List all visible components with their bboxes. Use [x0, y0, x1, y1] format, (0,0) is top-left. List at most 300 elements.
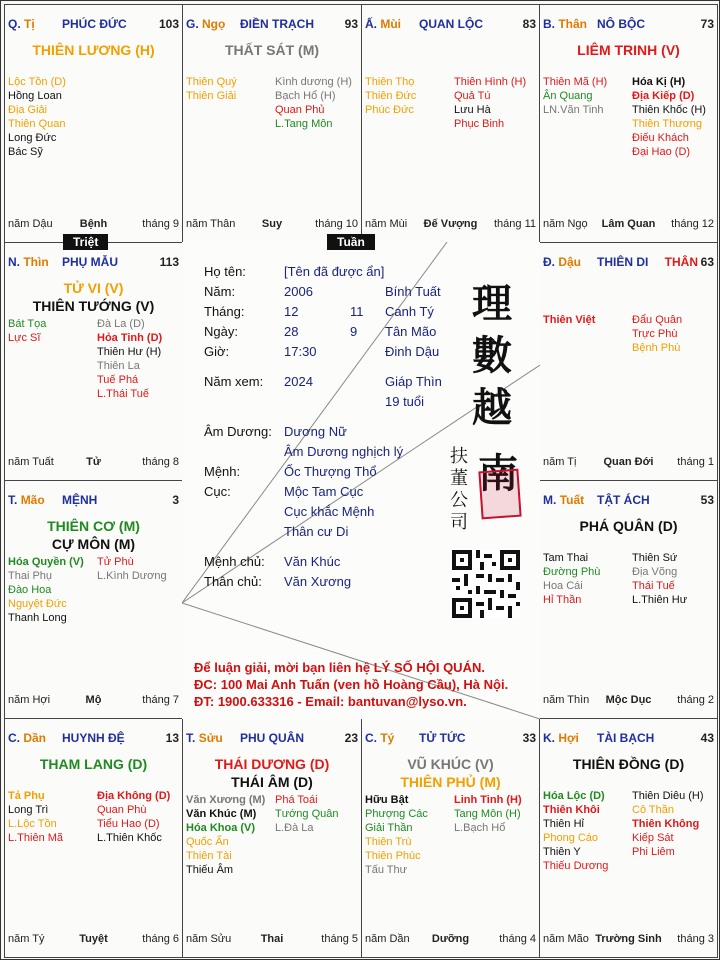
earthly-branch: Hợi — [558, 731, 579, 745]
minor-star: Kình dương (H) — [275, 76, 352, 88]
major-period-number: 13 — [165, 731, 179, 745]
main-star: THAM LANG (D) — [39, 756, 148, 772]
palace-position — [365, 17, 401, 31]
calligraphy-char-1: 理 — [472, 280, 512, 327]
small-period-year: năm Dậu — [8, 218, 53, 230]
flow-month: tháng 2 — [677, 694, 714, 706]
palace-header — [543, 493, 714, 509]
minor-star: Địa Giải — [8, 104, 48, 116]
life-stage: Thai — [260, 933, 284, 945]
minor-star: Đẩu Quân — [632, 314, 683, 326]
palace-position — [8, 731, 46, 745]
day-lunar: Tân Mão — [385, 324, 437, 339]
minor-star: Thiên Thương — [632, 118, 703, 130]
palace-mao — [4, 480, 183, 719]
minor-star: L.Kình Dương — [97, 570, 167, 582]
small-period-year: năm Tý — [8, 933, 45, 945]
calligraphy-small-1: 扶 — [450, 446, 468, 467]
name-label: Họ tên: — [204, 264, 246, 279]
palace-name: PHÚC ĐỨC — [62, 17, 127, 31]
minor-star: Tuế Phá — [97, 374, 139, 386]
earthly-branch: Dần — [23, 731, 47, 745]
major-period-number: 93 — [344, 17, 358, 31]
minor-star: Quả Tú — [454, 90, 491, 102]
yinyang-value: Dương Nữ — [284, 424, 347, 439]
day-label: Ngày: — [204, 324, 238, 339]
palace-mui — [361, 4, 540, 243]
seal-stamp-icon — [478, 469, 521, 520]
earthly-branch: Thìn — [23, 255, 49, 269]
palace-position — [543, 255, 581, 269]
right-star-column — [454, 793, 522, 835]
right-star-column — [97, 317, 162, 401]
palace-footer — [8, 456, 179, 470]
flow-month: tháng 6 — [142, 933, 179, 945]
flow-month: tháng 5 — [321, 933, 358, 945]
heavenly-stem: Đ. — [543, 255, 555, 269]
flow-month: tháng 10 — [315, 218, 358, 230]
flow-month: tháng 1 — [677, 456, 714, 468]
minor-star: Hoa Cái — [543, 580, 583, 592]
heavenly-stem: C. — [365, 731, 377, 745]
yinyang-note: Âm Dương nghịch lý — [284, 444, 404, 459]
minor-star: Tang Môn (H) — [454, 808, 521, 820]
palace-ngo — [182, 4, 362, 243]
minor-star: L.Lộc Tồn — [8, 818, 57, 830]
left-star-column — [8, 789, 63, 845]
menh-chu: Văn Khúc — [284, 554, 341, 569]
flow-month: tháng 12 — [671, 218, 714, 230]
minor-star: Bát Tọa — [8, 318, 47, 330]
minor-star: Lưu Hà — [454, 104, 491, 116]
earthly-branch: Mão — [20, 493, 45, 507]
main-star: PHÁ QUÂN (D) — [579, 518, 678, 534]
minor-star: Cô Thần — [632, 804, 674, 816]
palace-header — [543, 17, 714, 33]
left-star-column — [543, 789, 608, 873]
minor-star: L.Tang Môn — [275, 118, 333, 130]
minor-star: Thiên Hình (H) — [454, 76, 527, 88]
right-star-column — [275, 75, 352, 131]
minor-star: Thiên Đức — [365, 90, 417, 102]
small-period-year: năm Thân — [186, 218, 236, 230]
main-star: THIÊN TƯỚNG (V) — [32, 298, 155, 314]
minor-star: LN.Văn Tinh — [543, 104, 604, 116]
minor-star: Hóa Quyền (V) — [8, 556, 84, 568]
palace-header — [186, 17, 358, 33]
palace-footer — [543, 218, 714, 232]
cuc-label: Cục: — [204, 484, 231, 499]
palace-position — [8, 17, 35, 31]
earthly-branch: Sửu — [198, 731, 223, 745]
palace-ty — [361, 718, 540, 958]
left-star-column — [8, 317, 46, 345]
flow-month: tháng 7 — [142, 694, 179, 706]
palace-footer — [8, 933, 179, 947]
palace-name: ĐIỀN TRẠCH — [240, 17, 314, 31]
palace-header — [8, 255, 179, 271]
minor-star: Thái Tuế — [632, 580, 675, 592]
minor-star: Thiên La — [97, 360, 140, 372]
minor-star: Thiên Hỉ — [543, 818, 584, 830]
heavenly-stem: B. — [543, 17, 555, 31]
palace-ti — [4, 4, 183, 243]
palace-suu — [182, 718, 362, 958]
heavenly-stem: T. — [8, 493, 18, 507]
right-star-column — [97, 789, 170, 845]
palace-position — [8, 255, 49, 269]
palace-position — [186, 17, 225, 31]
than-chu-label: Thân chủ: — [204, 574, 262, 589]
palace-dau — [539, 242, 718, 481]
small-period-year: năm Sửu — [186, 933, 232, 945]
minor-star: Phong Cáo — [543, 832, 599, 844]
major-period-number: 73 — [700, 17, 714, 31]
minor-star: Phi Liêm — [632, 846, 675, 858]
view-year-label: Năm xem: — [204, 374, 264, 389]
age: 19 tuổi — [385, 394, 425, 409]
right-star-column — [632, 313, 682, 355]
minor-star: L.Thái Tuế — [97, 388, 149, 400]
flow-month: tháng 3 — [677, 933, 714, 945]
palace-name: PHỤ MẪU — [62, 255, 118, 269]
minor-star: Văn Xương (M) — [186, 794, 266, 806]
left-star-column — [186, 793, 265, 877]
palace-footer — [543, 933, 714, 947]
earthly-branch: Tý — [380, 731, 395, 745]
minor-star: Tả Phụ — [8, 790, 45, 802]
calligraphy-small-2: 董 — [450, 468, 468, 489]
minor-star: L.Đà La — [275, 822, 314, 834]
chart-center-info — [182, 242, 540, 719]
earthly-branch: Tị — [24, 17, 35, 31]
day-solar: 28 — [284, 324, 299, 339]
than-chu: Văn Xương — [284, 574, 352, 589]
palace-name: MỆNH — [62, 493, 98, 507]
palace-tuat — [539, 480, 718, 719]
minor-star: Bạch Hổ (H) — [275, 90, 336, 102]
minor-star: Phúc Đức — [365, 104, 414, 116]
view-year: 2024 — [284, 374, 313, 389]
minor-star: Tiểu Hao (D) — [97, 818, 160, 830]
month-lunar-num: 11 — [350, 304, 364, 319]
flow-month: tháng 8 — [142, 456, 179, 468]
minor-star: Hóa Lộc (D) — [543, 790, 605, 802]
minor-star: Quan Phù — [97, 804, 147, 816]
left-star-column — [186, 75, 237, 103]
small-period-year: năm Ngọ — [543, 218, 588, 230]
minor-star: Kiếp Sát — [632, 832, 674, 844]
flow-month: tháng 9 — [142, 218, 179, 230]
minor-star: Tấu Thư — [365, 864, 408, 876]
flow-month: tháng 4 — [499, 933, 536, 945]
month-label: Tháng: — [204, 304, 245, 319]
left-star-column — [543, 551, 600, 607]
palace-position — [186, 731, 223, 745]
small-period-year: năm Dần — [365, 933, 410, 945]
minor-star: Bác Sỹ — [8, 146, 43, 158]
minor-star: Đường Phù — [543, 566, 601, 578]
minor-star: Thiên Sứ — [632, 552, 678, 564]
minor-star: Thiên Y — [543, 846, 581, 858]
heavenly-stem: Ấ. — [365, 17, 377, 31]
minor-star: Bệnh Phù — [632, 342, 681, 354]
tuan-marker: Tuần — [327, 234, 375, 250]
minor-star: Thiên Hư (H) — [97, 346, 162, 358]
small-period-year: năm Thìn — [543, 694, 590, 706]
life-stage: Quan Đới — [603, 456, 654, 468]
palace-hoi — [539, 718, 718, 958]
minor-star: Thiên Thọ — [365, 76, 415, 88]
main-star: CỰ MÔN (M) — [51, 536, 136, 552]
life-stage: Dưỡng — [431, 933, 470, 945]
earthly-branch: Tuất — [559, 493, 585, 507]
minor-star: Phượng Các — [365, 808, 428, 820]
minor-star: Thai Phụ — [8, 570, 53, 582]
earthly-branch: Ngọ — [202, 17, 226, 31]
minor-star: Tử Phù — [97, 556, 134, 568]
hour-value: 17:30 — [284, 344, 317, 359]
month-solar: 12 — [284, 304, 299, 319]
minor-star: Địa Kiếp (D) — [632, 90, 695, 102]
right-star-column — [632, 551, 687, 607]
minor-star: Đại Hao (D) — [632, 146, 691, 158]
small-period-year: năm Tị — [543, 456, 577, 468]
left-star-column — [8, 555, 84, 625]
palace-name: HUYNH ĐỆ — [62, 731, 125, 745]
main-star: THẤT SÁT (M) — [224, 42, 320, 58]
heavenly-stem: Q. — [8, 17, 21, 31]
minor-star: Long Đức — [8, 132, 57, 144]
minor-star: Thiên Quan — [8, 118, 66, 130]
calligraphy-small-3: 公 — [450, 490, 468, 511]
minor-star: Phục Binh — [454, 118, 505, 130]
main-star: TỬ VI (V) — [63, 280, 124, 296]
minor-star: Thiên Quý — [186, 76, 237, 88]
minor-star: Long Trì — [8, 804, 49, 816]
major-period-number: 63 — [700, 255, 714, 269]
hour-label: Giờ: — [204, 344, 230, 359]
life-stage: Mộc Dục — [605, 694, 652, 706]
palace-position — [365, 731, 394, 745]
than-marker-label: THÂN — [664, 255, 698, 269]
life-stage: Tử — [86, 456, 101, 468]
left-star-column — [365, 75, 416, 117]
major-period-number: 23 — [344, 731, 358, 745]
life-stage: Bệnh — [79, 218, 108, 230]
minor-star: Linh Tinh (H) — [454, 794, 522, 806]
life-stage: Đế Vượng — [423, 218, 478, 230]
minor-star: Thiên Không — [632, 818, 700, 830]
minor-star: L.Bạch Hổ — [454, 822, 506, 834]
minor-star: Thiếu Dương — [543, 860, 609, 872]
year-label: Năm: — [204, 284, 236, 299]
palace-name: THIÊN DI — [597, 255, 649, 269]
name-value: [Tên đã được ẩn] — [284, 264, 385, 279]
minor-star: Hồng Loan — [8, 90, 62, 102]
minor-star: Đà La (D) — [97, 318, 145, 330]
cuc-note-2: Thân cư Di — [284, 524, 349, 539]
palace-footer — [8, 694, 179, 708]
contact-phone-email[interactable]: ĐT: 1900.633316 - Email: bantuvan@lyso.vn. — [194, 694, 467, 709]
menh-chu-label: Mệnh chủ: — [204, 554, 265, 569]
palace-position — [543, 731, 579, 745]
menh-label: Mệnh: — [204, 464, 241, 479]
palace-header — [365, 731, 536, 747]
palace-header — [8, 731, 179, 747]
minor-star: Thiên Việt — [543, 314, 596, 326]
triet-marker: Triệt — [63, 234, 108, 250]
minor-star: Ân Quang — [543, 90, 593, 102]
palace-footer — [365, 933, 536, 947]
main-star: LIÊM TRINH (V) — [577, 42, 680, 58]
main-star: THIÊN LƯƠNG (H) — [32, 42, 155, 58]
major-period-number: 3 — [172, 493, 179, 507]
palace-dan — [4, 718, 183, 958]
right-star-column — [632, 75, 706, 159]
calligraphy-char-3: 越 — [472, 384, 512, 431]
cuc-note-1: Cục khắc Mệnh — [284, 504, 375, 519]
palace-name: TẬT ÁCH — [597, 493, 650, 507]
minor-star: Hỉ Thần — [543, 594, 582, 606]
palace-footer — [186, 933, 358, 947]
yinyang-label: Âm Dương: — [204, 424, 272, 439]
palace-name: QUAN LỘC — [419, 17, 483, 31]
heavenly-stem: N. — [8, 255, 20, 269]
calligraphy-char-2: 數 — [472, 332, 512, 379]
minor-star: L.Thiên Khốc — [97, 832, 162, 844]
cuc-value: Mộc Tam Cục — [284, 484, 364, 499]
minor-star: Thiên Trù — [365, 836, 412, 848]
left-star-column — [543, 75, 607, 117]
minor-star: Hữu Bật — [365, 794, 409, 806]
small-period-year: năm Mùi — [365, 218, 408, 230]
small-period-year: năm Mão — [543, 933, 589, 945]
heavenly-stem: G. — [186, 17, 199, 31]
palace-name: PHU QUÂN — [240, 731, 305, 745]
minor-star: Thiên Tài — [186, 850, 232, 862]
year-lunar: Bính Tuất — [385, 284, 441, 299]
major-period-number: 113 — [159, 255, 179, 269]
minor-star: Nguyệt Đức — [8, 598, 67, 610]
left-star-column — [365, 793, 428, 877]
right-star-column — [454, 75, 526, 131]
menh-value: Ốc Thượng Thổ — [284, 464, 377, 479]
left-star-column — [8, 75, 66, 159]
life-stage: Suy — [261, 218, 283, 230]
palace-header — [186, 731, 358, 747]
minor-star: Thiên Diêu (H) — [632, 790, 704, 802]
palace-header — [543, 255, 714, 271]
view-year-lunar: Giáp Thìn — [385, 374, 442, 389]
palace-name: TÀI BẠCH — [597, 731, 655, 745]
contact-line-1: Để luận giải, mời bạn liên hệ LÝ SỐ HỘI QUÁN. — [194, 660, 485, 675]
heavenly-stem: K. — [543, 731, 555, 745]
major-period-number: 83 — [522, 17, 536, 31]
minor-star: Tam Thai — [543, 552, 589, 564]
heavenly-stem: M. — [543, 493, 557, 507]
minor-star: Quan Phủ — [275, 104, 325, 116]
minor-star: Tướng Quân — [275, 808, 339, 820]
palace-header — [365, 17, 536, 33]
life-stage: Tuyệt — [79, 933, 108, 945]
calligraphy-char-4: 南 — [478, 450, 518, 497]
main-star: THIÊN CƠ (M) — [47, 518, 140, 534]
year-solar: 2006 — [284, 284, 313, 299]
right-star-column — [275, 793, 339, 835]
earthly-branch: Mùi — [380, 17, 402, 31]
small-period-year: năm Hợi — [8, 694, 51, 706]
major-period-number: 43 — [700, 731, 714, 745]
month-lunar: Canh Tý — [385, 304, 434, 319]
main-star: THIÊN ĐỒNG (D) — [572, 756, 685, 772]
minor-star: Địa Võng — [632, 566, 678, 578]
minor-star: Hóa Kị (H) — [632, 76, 686, 88]
main-star: THÁI DƯƠNG (D) — [214, 756, 330, 772]
minor-star: Thiên Khôi — [543, 804, 600, 816]
palace-thin — [4, 242, 183, 481]
earthly-branch: Thân — [558, 17, 588, 31]
palace-footer — [543, 694, 714, 708]
minor-star: Thiếu Âm — [186, 864, 234, 876]
palace-position — [543, 17, 587, 31]
minor-star: Thanh Long — [8, 612, 67, 624]
life-stage: Trường Sinh — [595, 933, 662, 945]
palace-header — [8, 17, 179, 33]
life-stage: Mộ — [85, 694, 102, 706]
earthly-branch: Dậu — [558, 255, 582, 269]
left-star-column — [543, 313, 595, 327]
minor-star: Đào Hoa — [8, 584, 52, 596]
minor-star: Quốc Ấn — [186, 836, 229, 848]
minor-star: Lộc Tồn (D) — [8, 76, 66, 88]
palace-name: NÔ BỘC — [597, 17, 645, 31]
main-star: VŨ KHÚC (V) — [407, 756, 494, 772]
minor-star: Thiên Khốc (H) — [632, 104, 706, 116]
palace-name: TỬ TỨC — [419, 731, 466, 745]
minor-star: Hóa Khoa (V) — [186, 822, 256, 834]
main-star: THIÊN PHỦ (M) — [400, 774, 501, 790]
heavenly-stem: T. — [186, 731, 196, 745]
palace-position — [543, 493, 584, 507]
major-period-number: 33 — [522, 731, 536, 745]
main-star: THÁI ÂM (D) — [231, 774, 313, 790]
minor-star: Điếu Khách — [632, 132, 689, 144]
heavenly-stem: C. — [8, 731, 20, 745]
qr-code-icon[interactable] — [452, 550, 520, 618]
minor-star: Thiên Phúc — [365, 850, 421, 862]
small-period-year: năm Tuất — [8, 456, 54, 468]
flow-month: tháng 11 — [493, 218, 536, 230]
minor-star: L.Thiên Mã — [8, 832, 64, 844]
palace-position — [8, 493, 45, 507]
palace-footer — [365, 218, 536, 232]
major-period-number: 53 — [700, 493, 714, 507]
right-star-column — [97, 555, 167, 583]
palace-footer — [186, 218, 358, 232]
palace-footer — [543, 456, 714, 470]
calligraphy-small-4: 司 — [450, 512, 468, 533]
minor-star: Trực Phù — [632, 328, 678, 340]
minor-star: Thiên Giải — [186, 90, 237, 102]
contact-address: ĐC: 100 Mai Anh Tuấn (ven hồ Hoàng Cầu), Hà Nội. — [194, 677, 509, 692]
minor-star: L.Thiên Hư — [632, 594, 688, 606]
minor-star: Giải Thần — [365, 822, 413, 834]
palace-header — [543, 731, 714, 747]
palace-header — [8, 493, 179, 509]
life-stage: Lâm Quan — [601, 218, 656, 230]
day-lunar-num: 9 — [350, 324, 358, 339]
